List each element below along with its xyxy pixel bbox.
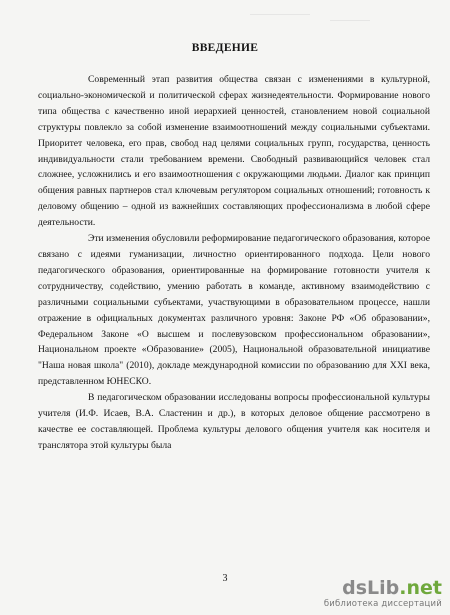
document-title: ВВЕДЕНИЕ	[191, 42, 259, 54]
watermark-subtitle: библиотека диссертаций	[323, 599, 442, 609]
scan-artifact	[330, 20, 370, 21]
dslib-logo	[324, 579, 442, 598]
logo-prefix: dsLib	[342, 577, 400, 599]
paragraph-3: В педагогическом образовании исследованы вопросы профессиональной культуры учителя (И.Ф. Исаев, В.А. Сластенин и др.), в которых деловое общение рассмотрено в качестве ее составляющей. Проблема культуры делового общения учителя как носителя и транслятора этой культуры была	[38, 392, 430, 451]
document-body	[38, 72, 430, 454]
paragraph-2: Эти изменения обусловили реформирование педагогического образования, которое связано с идеями гуманизации, личностно ориентированного подхода. Цели нового педагогического образования, ориентированные на формирование готовности учителя к сотрудничеству, содействию, умению работать в команде, активному взаимодействию с различными социальными субъектами, участвующими в образовательном процессе, нашли отражение в официальных документах различного уровня: Законе РФ «Об образовании», Федеральном Законе «О высшем и послевузовском профессиональном образовании», Национальном проекте «Образование» (2005), Национальной образовательной инициативе "Наша новая школа" (2010), докладе международной комиссии по образованию для XXI века, представленном ЮНЕСКО.	[38, 233, 430, 388]
paragraph-1: Современный этап развития общества связан с изменениями в культурной, социально-экономической и политической сферах жизнедеятельности. Формирование нового типа общества с качественно иной иерархией ценностей, становлением новой социальной структуры повлекло за собой изменение взаимоотношений между социальными субъектами. Приоритет человека, его прав, свобод над целями социальных групп, государства, ценность индивидуальности стали требованием времени. Свободный развивающийся человек стал сложнее, усложнились и его взаимоотношения с окружающими людьми. Диалог как принцип общения равных партнеров стал ключевым регулятором социальных отношений; готовность к деловому общению – одной из важнейших составляющих профессионализма в любой сфере деятельности.	[38, 74, 430, 229]
logo-suffix: .net	[399, 577, 442, 599]
dslib-watermark	[324, 579, 442, 609]
page-number: 3	[222, 573, 228, 584]
scan-artifact	[250, 14, 310, 15]
